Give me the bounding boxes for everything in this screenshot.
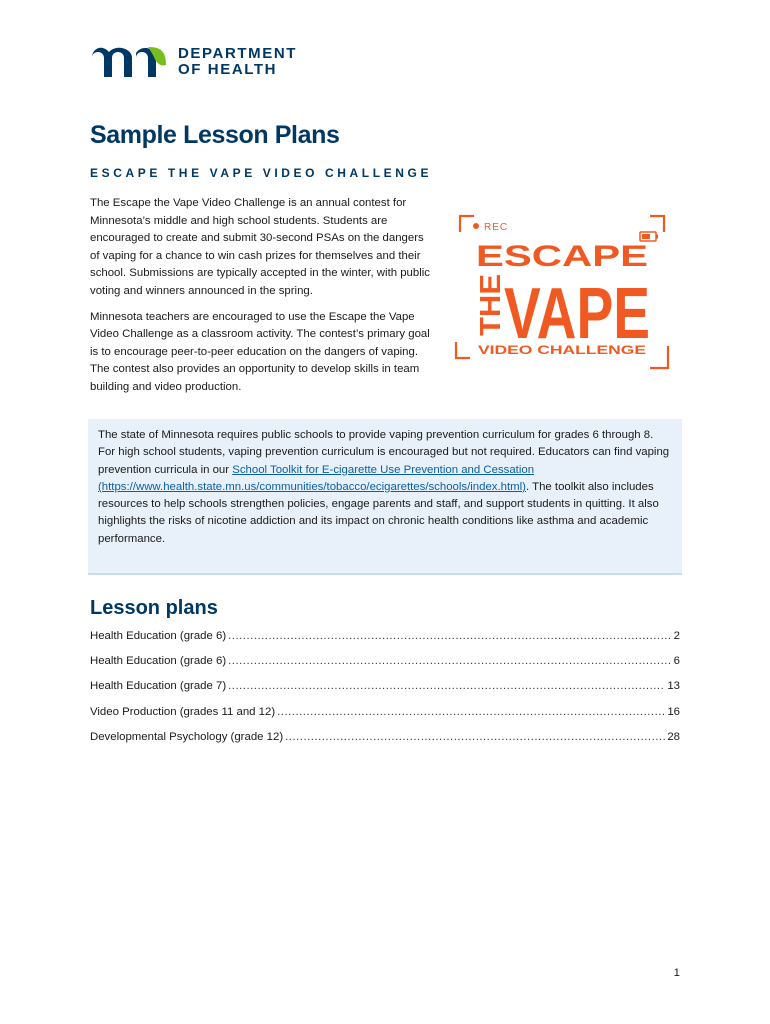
logo-word-vape: VAPE [504, 274, 650, 354]
toc-entry-label: Video Production (grades 11 and 12) [90, 705, 276, 718]
toc-entry-label: Health Education (grade 6) [90, 630, 227, 642]
rec-dot-icon [473, 223, 479, 229]
rec-label: REC [484, 222, 509, 233]
toc-entry-page: 6 [673, 655, 680, 668]
page-subtitle: ESCAPE THE VAPE VIDEO CHALLENGE [90, 166, 433, 180]
intro-paragraph-2: Minnesota teachers are encouraged to use the Escape the Vape Video Challenge as a classroom activity. The contest’s primary goal is to encourage peer-to-peer education on the dangers of vaping. The contest also provides an opportunity to develop skills in team building and video production. [90, 310, 430, 393]
toc-entry-label: Health Education (grade 6) [90, 655, 227, 668]
toc-dot-leader [228, 680, 665, 692]
callout-text-before: The state of Minnesota requires public schools to provide vaping prevention curriculum for grades 6 through 8. For high school students, vaping prevention curriculum is encouraged but not required. Educators can find vaping prevention curricula in our [98, 429, 670, 476]
toc-dot-leader [285, 731, 665, 743]
toc-entry[interactable] [90, 655, 680, 680]
toc-entry-page: 13 [667, 680, 680, 693]
toc-dot-leader [277, 706, 665, 718]
toc-dot-leader [228, 655, 672, 667]
logo-word-escape: ESCAPE [476, 240, 648, 273]
intro-text [90, 195, 435, 397]
curriculum-callout [88, 419, 682, 575]
toc-dot-leader [228, 630, 672, 642]
lesson-plans-heading: Lesson plans [90, 597, 218, 619]
org-name-line2: OF HEALTH [178, 61, 278, 78]
toc-entry-page: 2 [673, 630, 680, 642]
intro-paragraph-1: The Escape the Vape Video Challenge is an annual contest for Minnesota’s middle and high school students. Students are encouraged to create and submit 30-second PSAs on the dangers of vaping for a chance to win cash prizes for themselves and their school. Submissions are typically accepted in the winter, with public voting and winners announced in the spring. [90, 197, 430, 297]
mdh-logo [90, 44, 320, 80]
toc-entry[interactable] [90, 680, 680, 705]
toc-entry[interactable] [90, 630, 680, 655]
frame-corner-top-left [460, 216, 474, 232]
toc-entry[interactable] [90, 731, 680, 756]
toc-entry[interactable] [90, 706, 680, 731]
lesson-plans-toc [90, 630, 680, 756]
org-name-line1: DEPARTMENT [178, 45, 298, 62]
org-name [178, 46, 297, 78]
frame-corner-bottom-left [456, 342, 470, 358]
toc-entry-label: Health Education (grade 7) [90, 680, 227, 693]
toc-entry-label: Developmental Psychology (grade 12) [90, 730, 284, 743]
callout-text-after: . The toolkit also includes resources to help schools strengthen policies, engage parents and staff, and support students in quitting. It also highlights the risks of nicotine addiction and its impact on chronic health conditions like asthma and academic performance. [98, 480, 659, 545]
school-toolkit-link[interactable]: School Toolkit for E-cigarette Use Prevention and Cessation (https://www.health.state.mn.us/communities/tobacco/ecigarettes/schools/index.html) [98, 463, 535, 493]
toc-entry-page: 16 [667, 705, 680, 718]
frame-corner-bottom-right [650, 346, 668, 368]
frame-corner-top-right [650, 216, 664, 232]
logo-word-the: THE [475, 278, 507, 336]
page-number: 1 [673, 967, 680, 979]
mn-logo-icon [90, 45, 170, 79]
page-title: Sample Lesson Plans [90, 121, 340, 149]
escape-the-vape-logo [454, 210, 670, 372]
logo-word-video-challenge: VIDEO CHALLENGE [478, 343, 646, 357]
toc-entry-page: 28 [667, 730, 680, 743]
